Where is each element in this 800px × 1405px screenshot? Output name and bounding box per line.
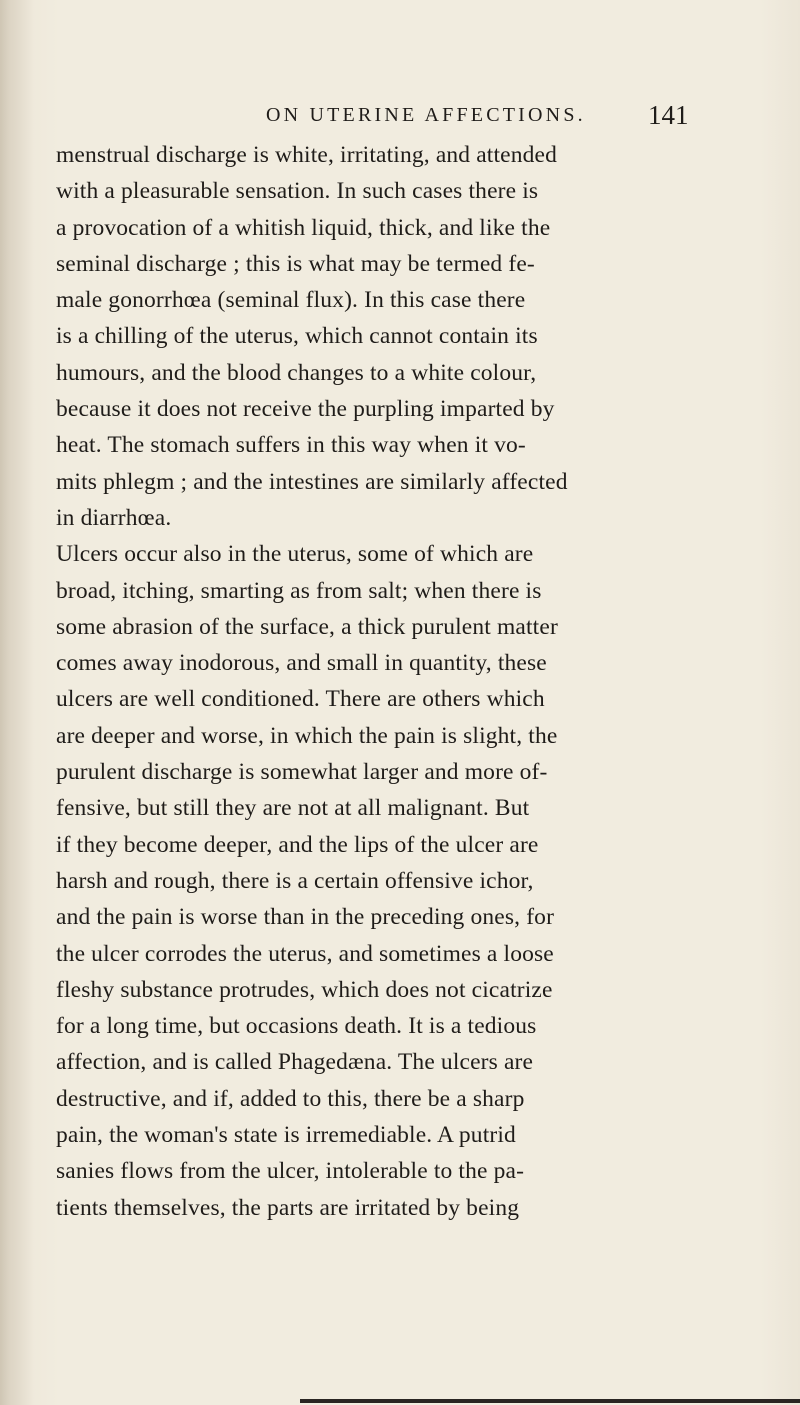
text-line: purulent discharge is somewhat larger and more of- xyxy=(56,759,548,786)
text-line: male gonorrhœa (seminal flux). In this case there xyxy=(56,287,526,314)
text-line: comes away inodorous, and small in quantity, these xyxy=(56,650,547,677)
text-line: tients themselves, the parts are irritated by being xyxy=(56,1194,520,1221)
text-line: harsh and rough, there is a certain offensive ichor, xyxy=(56,867,534,894)
text-line: fensive, but still they are not at all malignant. But xyxy=(56,795,530,822)
text-line: because it does not receive the purpling imparted by xyxy=(56,396,555,423)
text-line: some abrasion of the surface, a thick purulent matter xyxy=(56,613,558,640)
text-line: ulcers are well conditioned. There are others which xyxy=(56,686,545,713)
text-line: seminal discharge ; this is what may be termed fe- xyxy=(56,250,535,277)
text-line: and the pain is worse than in the preceding ones, for xyxy=(56,904,555,931)
text-line: if they become deeper, and the lips of the ulcer are xyxy=(56,831,539,858)
text-line: the ulcer corrodes the uterus, and sometimes a loose xyxy=(56,940,554,967)
gutter-shadow xyxy=(0,0,34,1405)
text-line: pain, the woman's state is irremediable. A putrid xyxy=(56,1122,516,1149)
text-line: humours, and the blood changes to a white colour, xyxy=(56,359,537,386)
text-line: sanies flows from the ulcer, intolerable to the pa- xyxy=(56,1158,525,1185)
text-line: destructive, and if, added to this, there be a sharp xyxy=(56,1085,525,1112)
text-line: are deeper and worse, in which the pain is slight, the xyxy=(56,722,558,749)
text-line: a provocation of a whitish liquid, thick, and like the xyxy=(56,214,551,241)
text-line: affection, and is called Phagedæna. The ulcers are xyxy=(56,1049,534,1076)
body-text xyxy=(56,137,750,1226)
running-head-title: ON UTERINE AFFECTIONS. xyxy=(266,104,586,126)
running-head xyxy=(0,100,800,134)
text-line: in diarrhœa. xyxy=(56,504,172,531)
text-line: with a pleasurable sensation. In such cases there is xyxy=(56,178,539,205)
text-line: menstrual discharge is white, irritating, and attended xyxy=(56,142,558,168)
text-line: heat. The stomach suffers in this way when it vo- xyxy=(56,432,526,459)
text-line: for a long time, but occasions death. It is a tedious xyxy=(56,1013,537,1040)
text-line: mits phlegm ; and the intestines are similarly affected xyxy=(56,468,568,495)
page-bottom-rule xyxy=(300,1399,800,1403)
text-line: is a chilling of the uterus, which cannot contain its xyxy=(56,323,538,350)
paragraph-start-line: Ulcers occur also in the uterus, some of which are xyxy=(56,541,534,568)
text-line: broad, itching, smarting as from salt; when there is xyxy=(56,577,542,604)
page-number: 141 xyxy=(648,100,689,130)
text-line: fleshy substance protrudes, which does not cicatrize xyxy=(56,976,553,1003)
